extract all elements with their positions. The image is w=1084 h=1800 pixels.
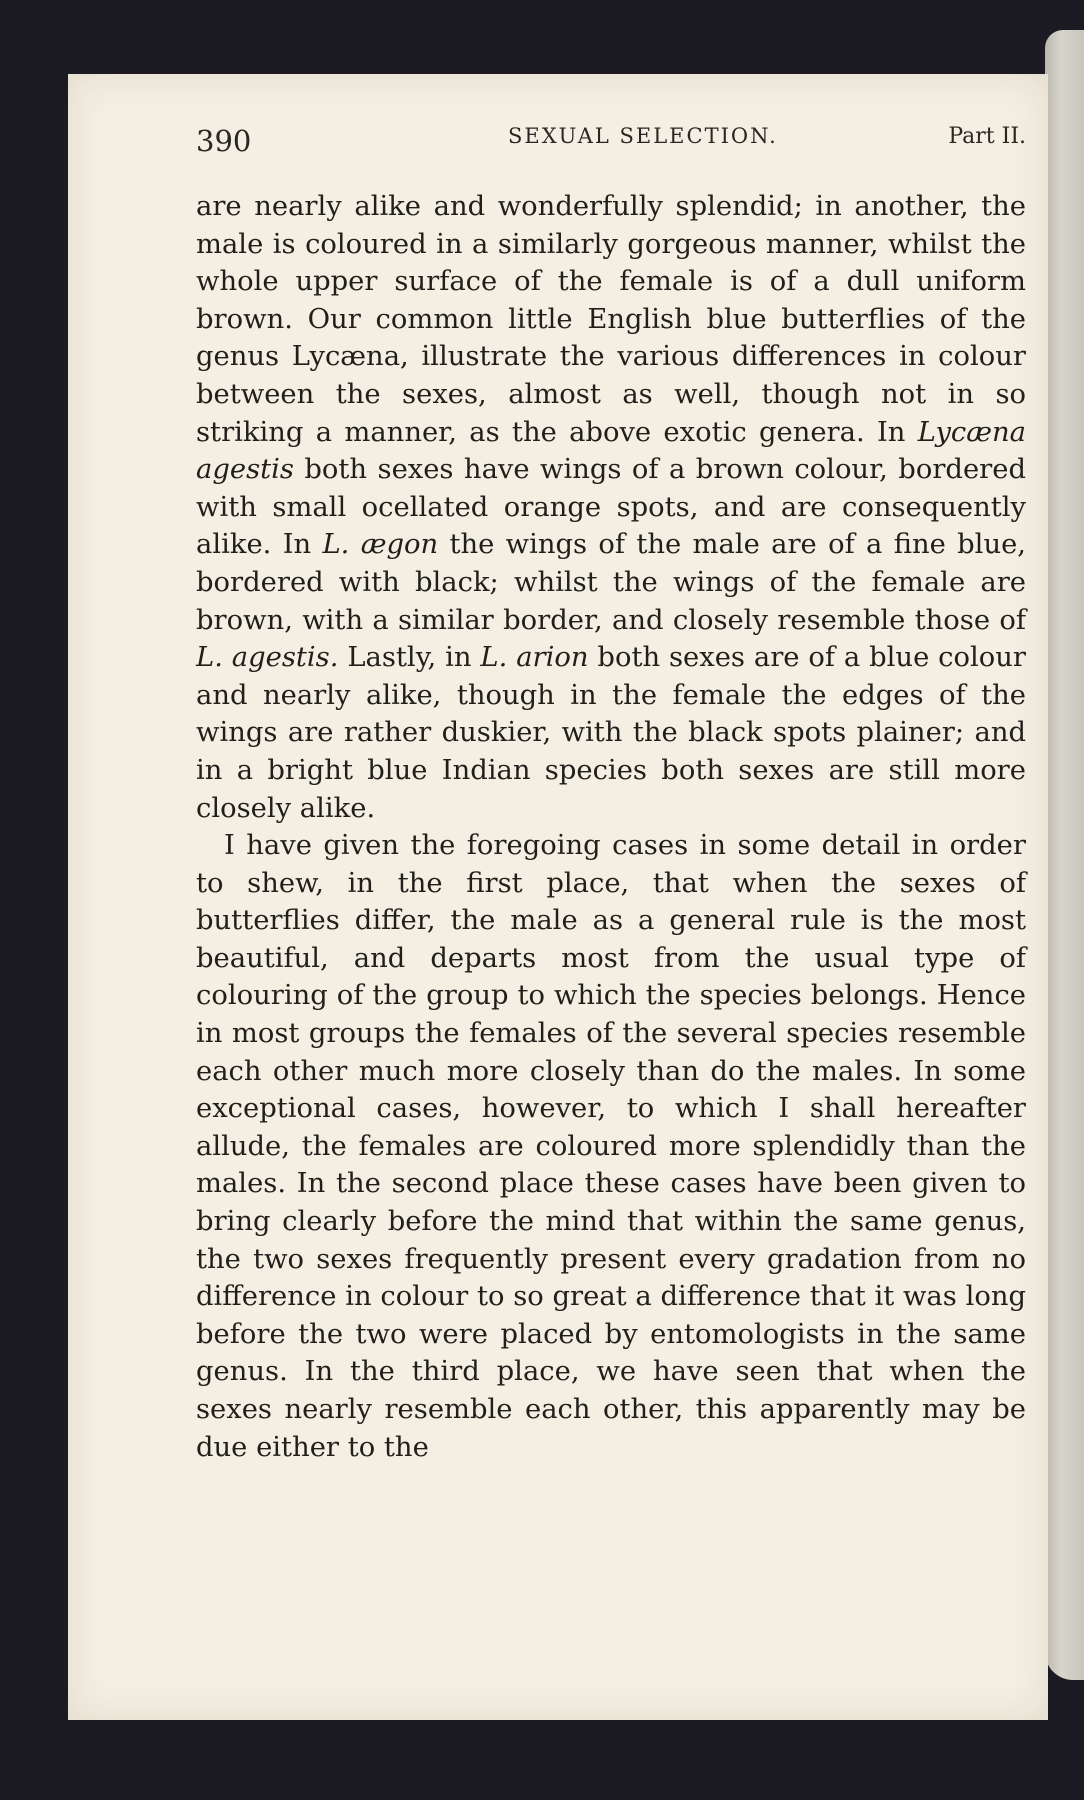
species-name-lycaena-agestis: Lycæna agestis [196,416,1026,486]
part-label: Part II. [948,124,1026,149]
page-number: 390 [196,124,252,158]
paragraph-1-text-g: Lastly, in [338,642,481,674]
paragraph-1-text-c: both sexes have wings of a brown colour, bordered with small ocellated orange spots, and are consequently alike. In [196,454,1026,561]
running-title: SEXUAL SELECTION. [508,124,778,148]
paragraph-1-text-a: are nearly alike and wonderfully splendid; in another, the male is coloured in a similarly gorgeous manner, whilst the whole upper surface of the female is of a dull uniform brown. Our common little English blue butterflies of the genus Lycæna, illustrate the various differences in colour between the sexes, almost as well, though not in so striking a manner, as the above exotic genera. In [196,191,1026,448]
running-header [196,124,1026,164]
paragraph-1-text-i: both sexes are of a blue colour and nearly alike, though in the female the edges of the wings are rather duskier, with the black spots plainer; and in a bright blue Indian species both sexes are still more closely alike. [196,642,1026,824]
species-name-l-arion: L. arion [480,642,589,674]
next-page-edge [1045,30,1084,1680]
paragraph-1 [196,188,1026,827]
species-name-l-agestis: L. agestis. [196,642,339,674]
species-name-l-aegon: L. ægon [322,529,439,561]
paragraph-1-text-e: the wings of the male are of a fine blue, bordered with black; whilst the wings of the female are brown, with a similar border, and closely resemble those of [196,529,1026,636]
body-text [196,188,1026,1466]
paragraph-2: I have given the foregoing cases in some detail in order to shew, in the first place, that when the sexes of butterflies differ, the male as a general rule is the most beautiful, and departs most from the usual type of colouring of the group to which the species belongs. Hence in most groups the females of the several species resemble each other much more closely than do the males. In some exceptional cases, however, to which I shall hereafter allude, the females are coloured more splendidly than the males. In the second place these cases have been given to bring clearly before the mind that within the same genus, the two sexes frequently present every gradation from no difference in colour to so great a difference that it was long before the two were placed by entomologists in the same genus. In the third place, we have seen that when the sexes nearly resemble each other, this apparently may be due either to the [196,830,1026,1463]
